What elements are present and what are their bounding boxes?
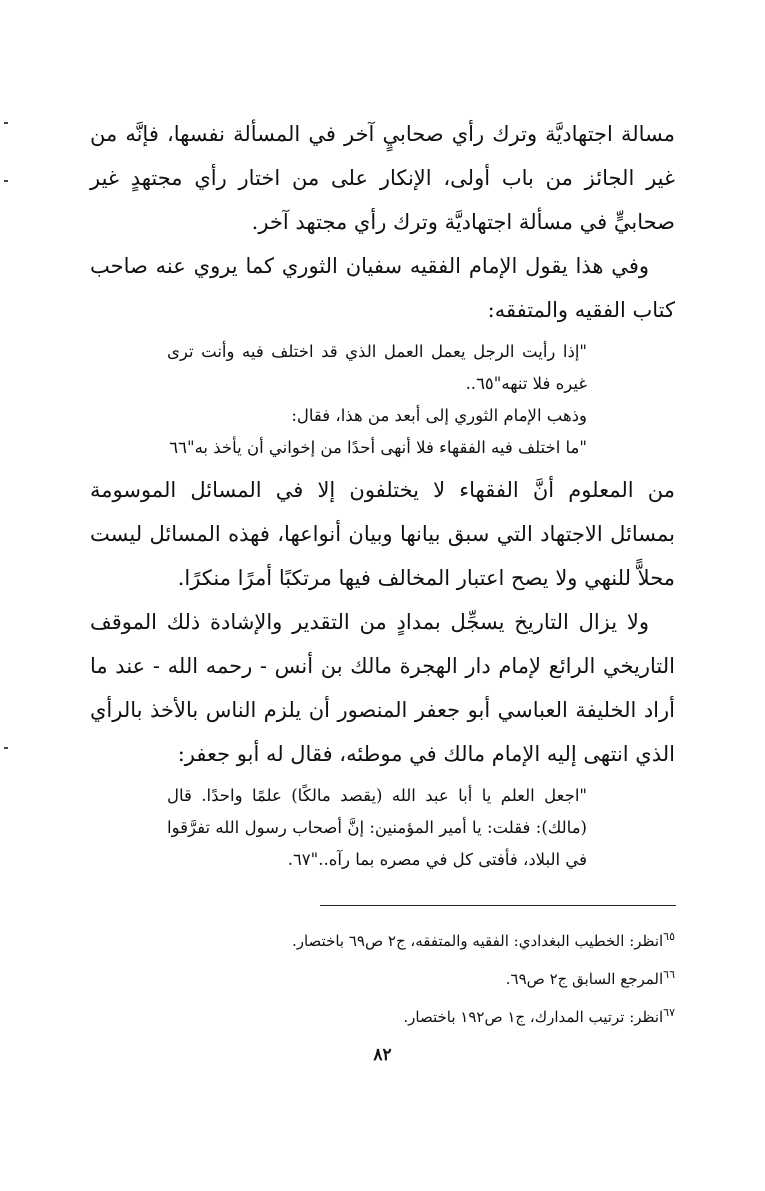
paragraph: وفي هذا يقول الإمام الفقيه سفيان الثوري كما يروي عنه صاحب كتاب الفقيه والمتفقه:	[90, 254, 675, 322]
quote-line: "ما اختلف فيه الفقهاء فلا أنهى أحدًا من إخواني أن يأخذ به"٦٦	[169, 438, 587, 457]
footnote	[255, 958, 675, 996]
quote-line: "إذا رأيت الرجل يعمل العمل الذي قد اختلف فيه وأنت ترى غيره فلا تنهه"٦٥..	[167, 342, 587, 393]
page-number: ٨٢	[373, 1045, 392, 1065]
block-quote	[167, 780, 587, 876]
footnote-separator	[320, 905, 676, 906]
margin-mark	[4, 122, 8, 124]
main-text	[90, 112, 675, 880]
footnote	[255, 996, 675, 1034]
margin-mark	[4, 180, 8, 182]
footnote-number: ٦٥	[663, 930, 675, 943]
margin-mark	[4, 747, 8, 749]
footnote-text: انظر: ترتيب المدارك، ج١ ص١٩٢ باختصار.	[403, 1008, 664, 1026]
block-quote	[167, 336, 587, 464]
footnote-number: ٦٦	[663, 968, 675, 981]
paragraph: مسالة اجتهاديَّة وترك رأي صحابيٍ آخر في المسألة نفسها، فإنَّه من غير الجائز من باب أولى، الإنكار على من اختار رأي مجتهدٍ غير صحابيٍّ في مسألة اجتهاديَّة وترك رأي مجتهد آخر.	[90, 122, 675, 234]
footnote-text: المرجع السابق ج٢ ص٦٩.	[505, 970, 664, 988]
footnote	[255, 920, 675, 958]
quote-line: وذهب الإمام الثوري إلى أبعد من هذا، فقال:	[291, 406, 587, 425]
quote-line: "اجعل العلم يا أبا عبد الله (يقصد مالكًا) علمًا واحدًا. قال (مالك): فقلت: يا أمير المؤمنين: إنَّ أصحاب رسول الله تفرَّقوا في البلاد، فأفتى كل في مصره بما رآه.."٦٧.	[167, 786, 587, 869]
footnotes	[255, 920, 675, 1034]
footnote-number: ٦٧	[663, 1006, 675, 1019]
footnote-text: انظر: الخطيب البغدادي: الفقيه والمتفقه، ج٢ ص٦٩ باختصار.	[291, 932, 664, 950]
paragraph: من المعلوم أنَّ الفقهاء لا يختلفون إلا في المسائل الموسومة بمسائل الاجتهاد التي سبق بيانها وبيان أنواعها، فهذه المسائل ليست محلاًّ للنهي ولا يصح اعتبار المخالف فيها مرتكبًا أمرًا منكرًا.	[90, 478, 675, 590]
paragraph: ولا يزال التاريخ يسجِّل بمدادٍ من التقدير والإشادة ذلك الموقف التاريخي الرائع لإمام دار الهجرة مالك بن أنس - رحمه الله - عند ما أراد الخليفة العباسي أبو جعفر المنصور أن يلزم الناس بالأخذ بالرأي الذي انتهى إليه الإمام مالك في موطئه، فقال له أبو جعفر:	[90, 610, 675, 766]
